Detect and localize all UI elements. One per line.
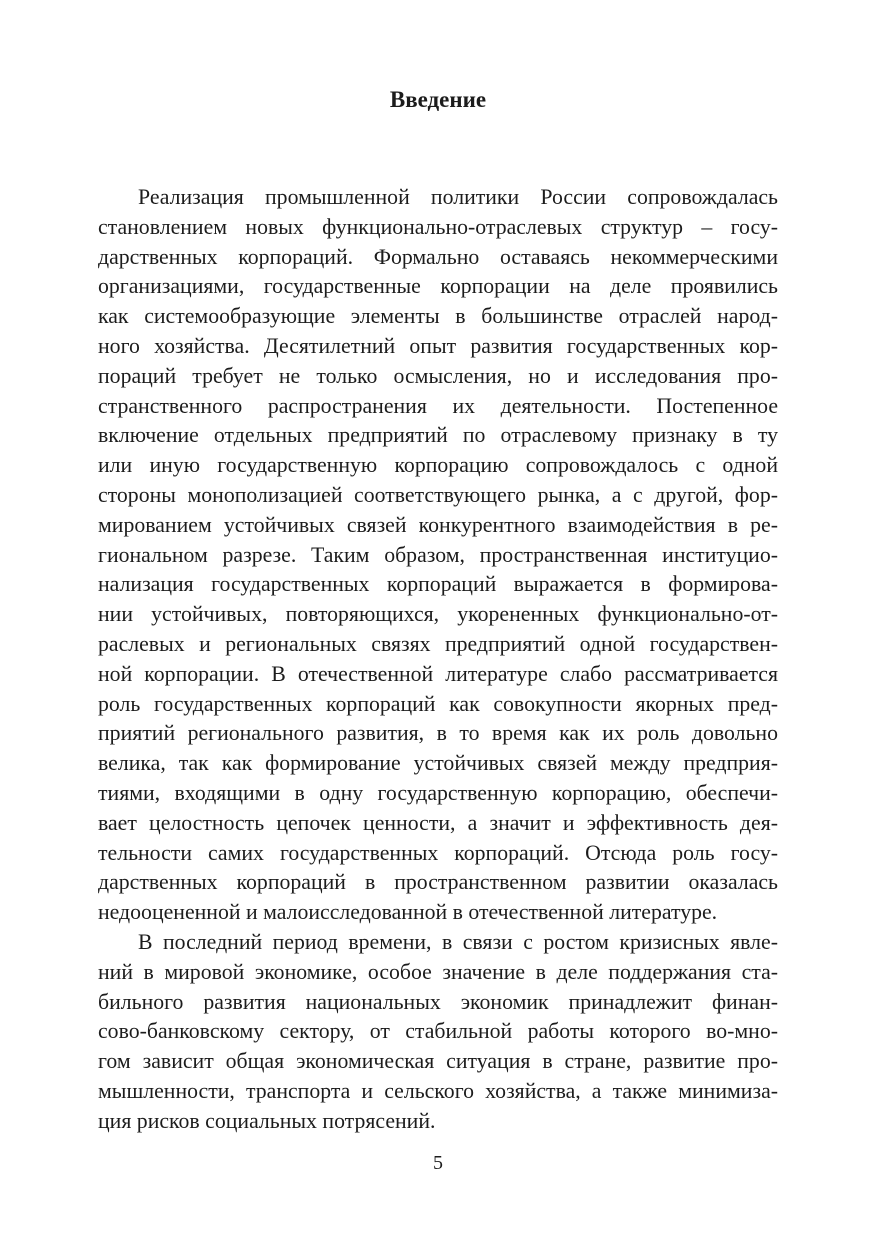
text-line: велика, так как формирование устойчивых связей между предприя- bbox=[98, 751, 778, 776]
text-line: ного хозяйства. Десятилетний опыт развития государственных кор- bbox=[98, 333, 778, 358]
paragraph bbox=[98, 183, 778, 928]
text-line: Реализация промышленной политики России сопровождалась bbox=[138, 185, 778, 209]
text-line: раслевых и региональных связях предприятий одной государствен- bbox=[98, 631, 778, 656]
text-line: организациями, государственные корпорации на деле проявились bbox=[98, 274, 778, 299]
text-line: вает целостность цепочек ценности, а значит и эффективность дея- bbox=[98, 810, 778, 835]
text-line: или иную государственную корпорацию сопровождалось с одной bbox=[98, 453, 778, 478]
text-line: мышленности, транспорта и сельского хозяйства, а также минимиза- bbox=[98, 1078, 778, 1103]
text-line: тиями, входящими в одну государственную корпорацию, обеспечи- bbox=[98, 780, 778, 805]
paragraph bbox=[98, 928, 778, 1137]
text-line: включение отдельных предприятий по отраслевому признаку в ту bbox=[98, 423, 778, 448]
text-line: стороны монополизацией соответствующего рынка, а с другой, фор- bbox=[98, 482, 778, 507]
text-line: мированием устойчивых связей конкурентного взаимодействия в ре- bbox=[98, 512, 778, 537]
text-line: пораций требует не только осмысления, но и исследования про- bbox=[98, 363, 778, 388]
page-number: 5 bbox=[433, 1152, 443, 1174]
text-line: сово-банковскому сектору, от стабильной работы которого во-мно- bbox=[98, 1019, 778, 1044]
text-line: дарственных корпораций. Формально оставаясь некоммерческими bbox=[98, 244, 778, 269]
text-line: В последний период времени, в связи с ростом кризисных явле- bbox=[138, 929, 778, 954]
text-line: гом зависит общая экономическая ситуация в стране, развитие про- bbox=[98, 1049, 778, 1074]
text-line: роль государственных корпораций как совокупности якорных пред- bbox=[98, 691, 778, 716]
text-line: ция рисков социальных потрясений. bbox=[98, 1108, 436, 1133]
text-line: гиональном разрезе. Таким образом, пространственная институцио- bbox=[98, 542, 778, 567]
text-line: недооцененной и малоисследованной в отечественной литературе. bbox=[98, 900, 718, 925]
text-line: приятий регионального развития, в то время как их роль довольно bbox=[98, 721, 778, 746]
text-line: нализация государственных корпораций выражается в формирова- bbox=[98, 572, 778, 597]
text-line: нии устойчивых, повторяющихся, укорененных функционально-от- bbox=[98, 602, 778, 627]
text-line: бильного развития национальных экономик принадлежит финан- bbox=[98, 989, 778, 1014]
text-line: становлением новых функционально-отраслевых структур – госу- bbox=[98, 214, 778, 239]
text-line: странственного распространения их деятельности. Постепенное bbox=[98, 393, 778, 418]
body-text bbox=[98, 183, 778, 1137]
text-line: ний в мировой экономике, особое значение в деле поддержания ста- bbox=[98, 959, 778, 984]
page-title: Введение bbox=[389, 87, 487, 112]
text-line: дарственных корпораций в пространственном развитии оказалась bbox=[98, 870, 778, 895]
text-line: тельности самих государственных корпораций. Отсюда роль госу- bbox=[98, 840, 778, 865]
text-line: ной корпорации. В отечественной литературе слабо рассматривается bbox=[98, 661, 778, 686]
text-line: как системообразующие элементы в большинстве отраслей народ- bbox=[98, 304, 778, 329]
